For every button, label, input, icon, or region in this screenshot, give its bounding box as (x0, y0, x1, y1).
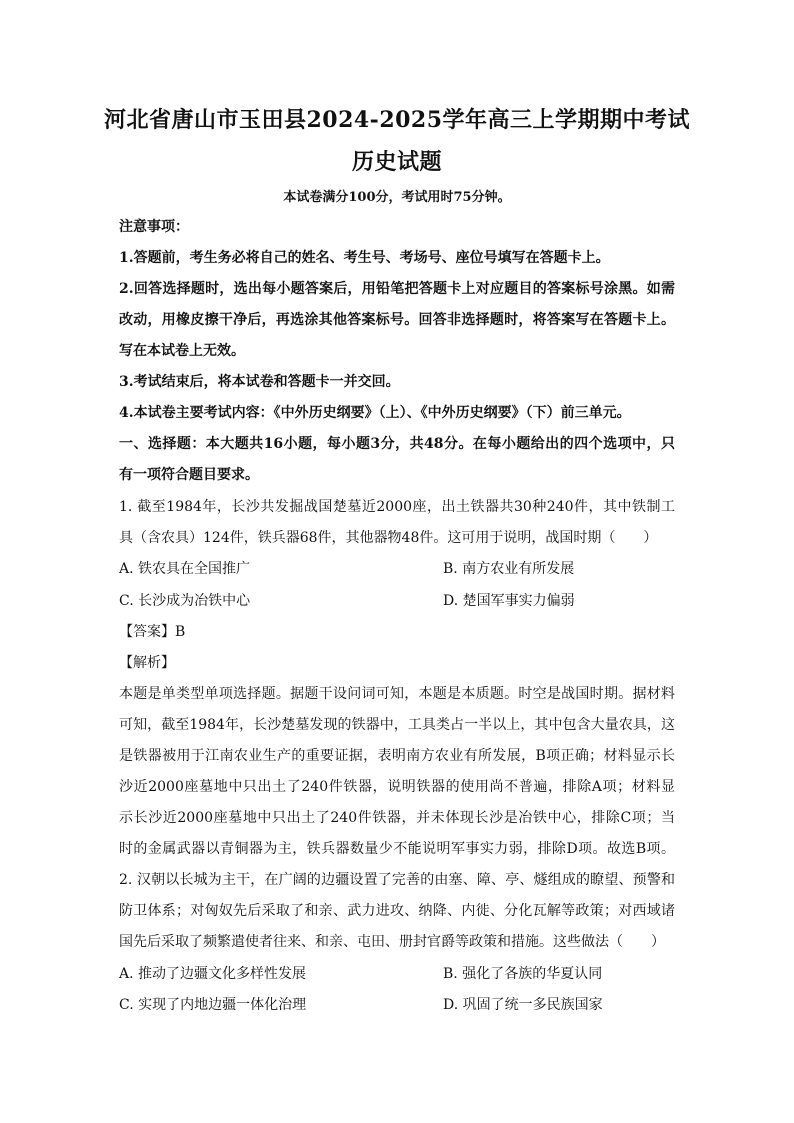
section-heading-line-1: 一、选择题：本大题共16小题，每小题3分，共48分。在每小题给出的四个选项中，只 (119, 436, 675, 452)
note-3: 3.考试结束后，将本试卷和答题卡一并交回。 (119, 374, 400, 390)
question-2-option-c: C. 实现了内地边疆一体化治理 (119, 997, 307, 1013)
question-1-analysis-line-2: 可知，截至1984年，长沙楚墓发现的铁器中，工具类占一半以上，其中包含大量农具，这 (119, 717, 675, 733)
question-2-option-d: D. 巩固了统一多民族国家 (443, 997, 603, 1013)
note-2-line-3: 写在本试卷上无效。 (119, 343, 245, 359)
question-1-analysis-line-1: 本题是单类型单项选择题。据题干设问词可知，本题是本质题。时空是战国时期。据材料 (119, 686, 675, 702)
exam-title: 河北省唐山市玉田县2024-2025学年高三上学期期中考试 (103, 107, 691, 133)
question-2-stem-line-2: 防卫体系；对匈奴先后采取了和亲、武力进攻、纳降、内徙、分化瓦解等政策；对西域诸 (119, 903, 675, 919)
question-1-stem-line-2: 具（含农具）124件，铁兵器68件，其他器物48件。这可用于说明，战国时期（ ） (119, 530, 658, 546)
question-1-option-c: C. 长沙成为冶铁中心 (119, 593, 251, 609)
exam-time-info: 本试卷满分100分，考试用时75分钟。 (283, 190, 511, 205)
question-1-answer: 【答案】B (119, 624, 186, 640)
question-1-analysis-line-3: 是铁器被用于江南农业生产的重要证据，表明南方农业有所发展，B项正确；材料显示长 (119, 748, 675, 764)
question-2-stem-line-3: 国先后采取了频繁遣使者往来、和亲、屯田、册封官爵等政策和措施。这些做法（ ） (119, 934, 665, 950)
notes-heading: 注意事项： (119, 219, 189, 235)
question-2-option-a: A. 推动了边疆文化多样性发展 (119, 966, 307, 982)
question-1-option-d: D. 楚国军事实力偏弱 (443, 593, 575, 609)
question-2-stem-line-1: 2. 汉朝以长城为主干，在广阔的边疆设置了完善的由塞、障、亭、燧组成的瞭望、预警和 (119, 872, 675, 888)
note-1: 1.答题前，考生务必将自己的姓名、考生号、考场号、座位号填写在答题卡上。 (119, 250, 610, 266)
question-1-analysis-line-5: 示长沙近2000座墓地中只出土了240件铁器，并未体现长沙是冶铁中心，排除C项；当 (119, 810, 675, 826)
question-1-analysis-label: 【解析】 (119, 655, 175, 671)
note-4: 4.本试卷主要考试内容：《中外历史纲要》（上）、《中外历史纲要》（下）前三单元。 (119, 405, 631, 421)
question-1-option-a: A. 铁农具在全国推广 (119, 561, 251, 577)
question-1-option-b: B. 南方农业有所发展 (443, 561, 575, 577)
question-1-analysis-line-4: 沙近2000座墓地中只出土了240件铁器，说明铁器的使用尚不普遍，排除A项；材料显 (119, 779, 675, 795)
note-2-line-1: 2.回答选择题时，选出每小题答案后，用铅笔把答题卡上对应题目的答案标号涂黑。如需 (119, 281, 675, 297)
note-2-line-2: 改动，用橡皮擦干净后，再选涂其他答案标号。回答非选择题时，将答案写在答题卡上。 (119, 312, 675, 328)
section-heading-line-2: 有一项符合题目要求。 (119, 467, 259, 483)
question-2-option-b: B. 强化了各族的华夏认同 (443, 966, 603, 982)
exam-subject-title: 历史试题 (351, 149, 442, 175)
question-1-stem-line-1: 1. 截至1984年，长沙共发掘战国楚墓近2000座，出土铁器共30种240件，其中铁制工 (119, 499, 675, 515)
question-1-analysis-line-6: 时的金属武器以青铜器为主，铁兵器数量少不能说明军事实力弱，排除D项。故选B项。 (119, 841, 675, 857)
